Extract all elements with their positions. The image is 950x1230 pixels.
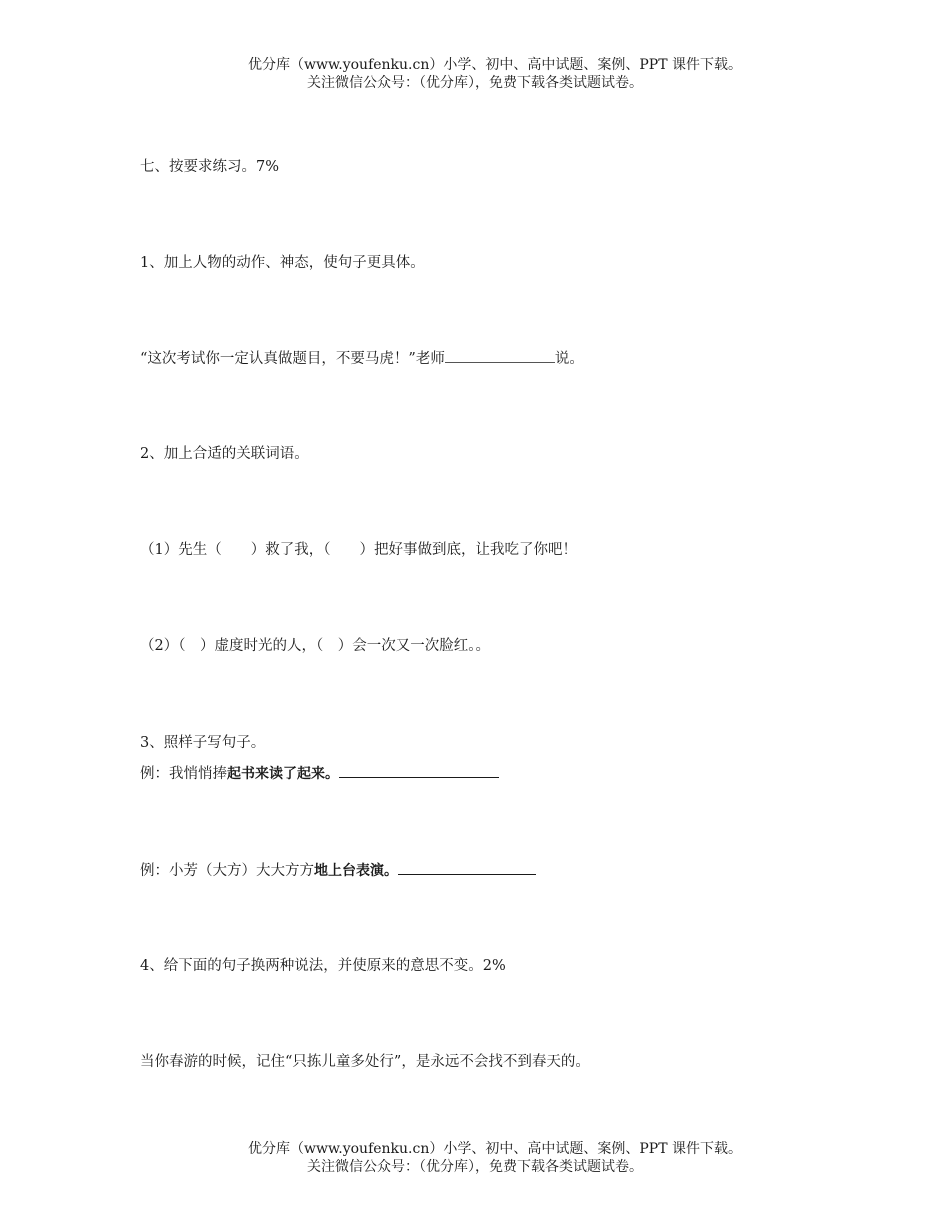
question-2-item-2: （2）（ ）虚度时光的人，（ ）会一次又一次脸红。。 (140, 638, 490, 654)
section-title: 七、按要求练习。7% (140, 159, 280, 175)
header-line-1: 优分库（www.youfenku.cn）小学、初中、高中试题、案例、PPT 课件下载。 (247, 57, 742, 73)
example-2-rest: 地上台表演。 (314, 863, 398, 879)
question-3-prompt: 3、照样子写句子。 (140, 735, 266, 751)
example-1-rest: 起书来读了起来。 (227, 766, 339, 782)
footer-line-1: 优分库（www.youfenku.cn）小学、初中、高中试题、案例、PPT 课件下载。 (247, 1141, 742, 1157)
question-2-prompt: 2、加上合适的关联词语。 (140, 446, 309, 462)
question-4-sentence: 当你春游的时候，记住“只拣儿童多处行”，是永远不会找不到春天的。 (140, 1054, 590, 1070)
question-3-example-2 (140, 860, 536, 881)
example-1-answer-blank[interactable] (339, 763, 499, 778)
question-3-example-1 (140, 763, 499, 784)
example-1-label: 例：我悄悄捧 (140, 766, 227, 782)
page-header (0, 56, 950, 92)
question-2-item-1: （1）先生（ ）救了我，（ ）把好事做到底，让我吃了你吧！ (140, 542, 577, 558)
question-4-prompt: 4、给下面的句子换两种说法，并使原来的意思不变。2% (140, 958, 506, 974)
question-1-sentence (140, 348, 584, 369)
question-1-prompt: 1、加上人物的动作、神态，使句子更具体。 (140, 255, 425, 271)
header-line-2: 关注微信公众号：（优分库），免费下载各类试题试卷。 (307, 75, 643, 91)
answer-blank[interactable] (445, 348, 555, 363)
page-footer (0, 1140, 950, 1176)
footer-line-2: 关注微信公众号：（优分库），免费下载各类试题试卷。 (307, 1159, 643, 1175)
example-2-label: 例：小芳（大方）大大方方 (140, 863, 314, 879)
question-1-sentence-start: “这次考试你一定认真做题目，不要马虎！”老师 (140, 351, 445, 367)
question-1-sentence-end: 说。 (554, 351, 584, 367)
example-2-answer-blank[interactable] (398, 860, 536, 875)
